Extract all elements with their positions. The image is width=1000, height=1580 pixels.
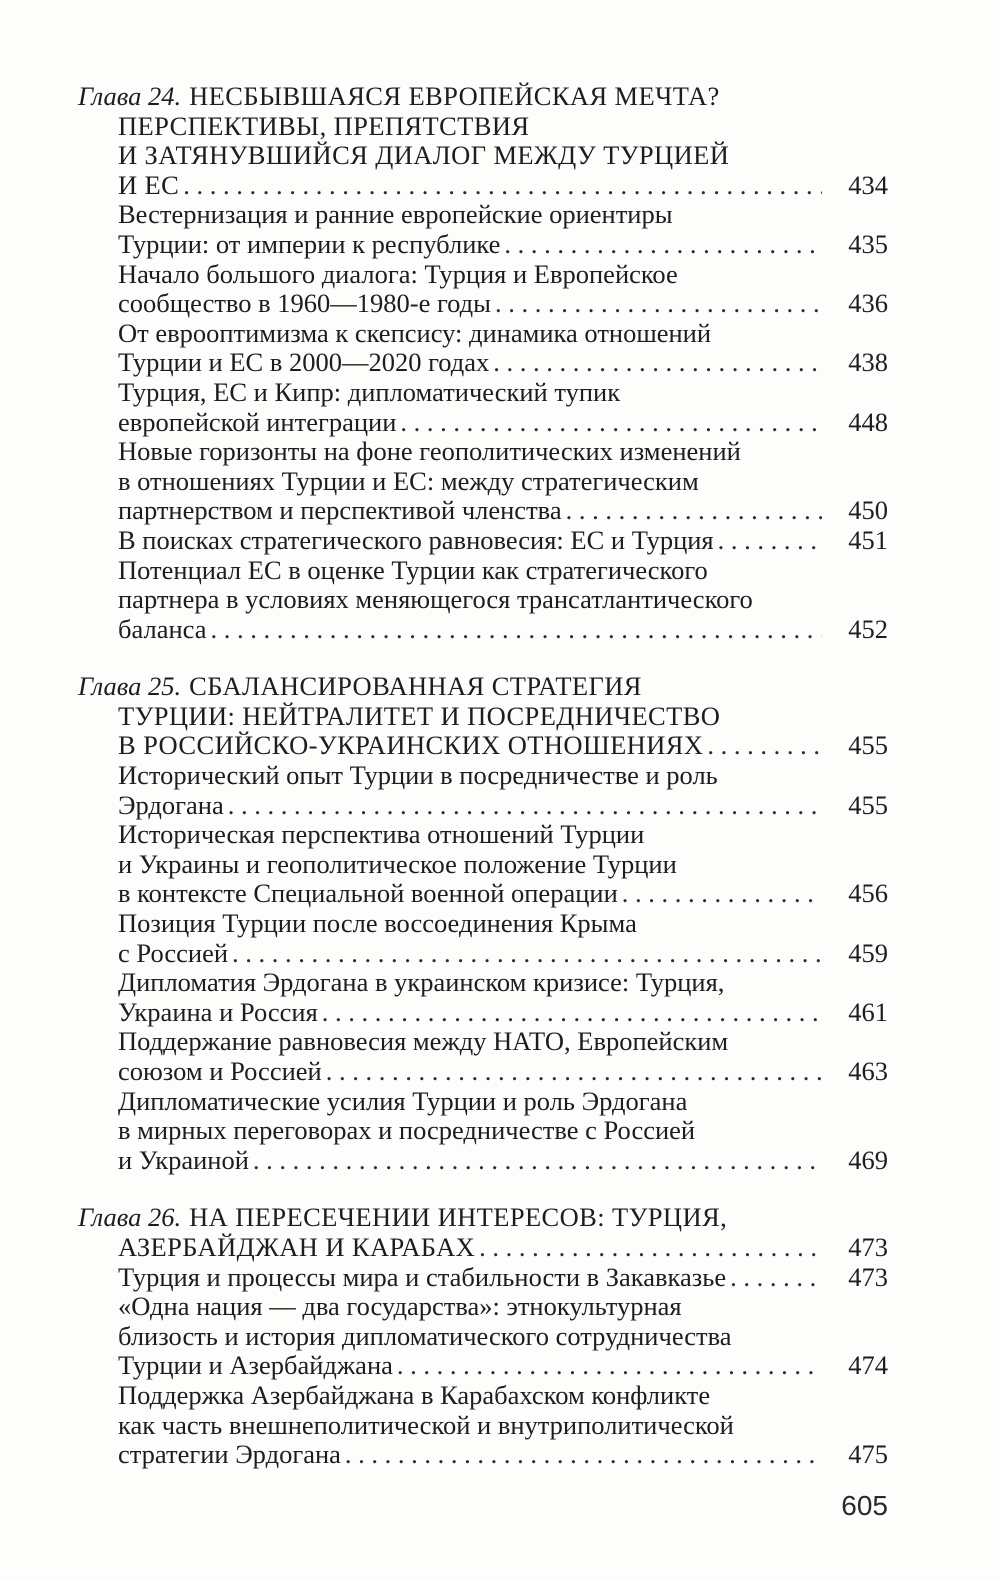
chapter-title-text: В РОССИЙСКО-УКРАИНСКИХ ОТНОШЕНИЯХ <box>118 730 704 761</box>
leader-dots <box>228 939 822 969</box>
section-line <box>78 761 888 791</box>
section-title-text: Поддержка Азербайджана в Карабахском конфликте <box>118 1379 711 1410</box>
section-title-text: Украина и Россия <box>118 996 318 1027</box>
chapter-number: Глава 25. <box>78 671 182 702</box>
section-line <box>78 1087 888 1117</box>
section-title-text: союзом и Россией <box>118 1056 322 1086</box>
chapter-title-line <box>78 141 888 171</box>
chapter-title-line <box>78 702 888 732</box>
leader-dots <box>224 791 822 821</box>
leader-dots <box>703 731 822 761</box>
section-title-text: В поисках стратегического равновесия: ЕС и Турция <box>118 524 714 555</box>
section-line <box>78 408 888 438</box>
section-title-text: Турции и Азербайджана <box>118 1350 393 1381</box>
section-line <box>78 998 888 1028</box>
section-page-number: 451 <box>848 524 888 555</box>
toc-chapter <box>78 82 888 644</box>
section-page-number: 474 <box>848 1350 888 1381</box>
section-line <box>78 879 888 909</box>
section-title-text: в отношениях Турции и ЕС: между стратегическим <box>118 465 699 496</box>
leader-dots <box>341 1440 822 1470</box>
chapter-title-text: И ЕС <box>118 169 180 200</box>
section-page-number: 475 <box>848 1439 888 1470</box>
section-line <box>78 1116 888 1146</box>
section-page-number: 463 <box>848 1056 888 1086</box>
section-title-text: Поддержание равновесия между НАТО, Европейским <box>118 1026 729 1057</box>
chapter-title-line <box>78 1233 888 1263</box>
section-line <box>78 1322 888 1352</box>
section-title-text: Турция и процессы мира и стабильности в Закавказье <box>118 1261 727 1292</box>
section-line <box>78 1440 888 1470</box>
section-title-text: в контексте Специальной военной операции <box>118 878 618 909</box>
section-line <box>78 230 888 260</box>
leader-dots <box>475 1233 822 1263</box>
section-title-text: Позиция Турции после воссоединения Крыма <box>118 908 637 939</box>
section-page-number: 459 <box>848 937 888 968</box>
section-title-text: стратегии Эрдогана <box>118 1439 341 1470</box>
chapter-title-text: СБАЛАНСИРОВАННАЯ СТРАТЕГИЯ <box>189 671 642 702</box>
section-line <box>78 556 888 586</box>
section-title-text: Турция, ЕС и Кипр: дипломатический тупик <box>118 376 621 407</box>
section-line <box>78 437 888 467</box>
leader-dots <box>618 879 822 909</box>
chapter-title-text: И ЗАТЯНУВШИЙСЯ ДИАЛОГ МЕЖДУ ТУРЦИЕЙ <box>118 140 730 171</box>
leader-dots <box>562 496 822 526</box>
section-page-number: 452 <box>848 613 888 644</box>
section-line <box>78 467 888 497</box>
section-line <box>78 1027 888 1057</box>
toc-chapter <box>78 1203 888 1469</box>
section-title-text: и Украиной <box>118 1144 249 1175</box>
section-title-text: Турции: от империи к республике <box>118 228 501 259</box>
section-line <box>78 1411 888 1441</box>
section-line <box>78 1292 888 1322</box>
section-title-text: близость и история дипломатического сотрудничества <box>118 1320 732 1351</box>
leader-dots <box>396 408 822 438</box>
section-line <box>78 968 888 998</box>
leader-dots <box>491 289 822 319</box>
section-title-text: как часть внешнеполитической и внутриполитической <box>118 1409 734 1440</box>
chapter-title-line <box>78 731 888 761</box>
section-page-number: 450 <box>848 495 888 526</box>
section-title-text: партнера в условиях меняющегося трансатлантического <box>118 584 753 615</box>
section-title-text: с Россией <box>118 937 229 968</box>
section-line <box>78 1351 888 1381</box>
section-title-text: баланса <box>118 613 207 644</box>
chapter-title-line <box>78 672 888 702</box>
section-title-text: Вестернизация и ранние европейские ориентиры <box>118 199 673 230</box>
chapter-title-text: ПЕРСПЕКТИВЫ, ПРЕПЯТСТВИЯ <box>118 110 530 141</box>
section-page-number: 456 <box>848 878 888 909</box>
section-title-text: сообщество в 1960—1980-е годы <box>118 288 491 319</box>
section-line <box>78 526 888 556</box>
section-line <box>78 850 888 880</box>
section-title-text: От еврооптимизма к скепсису: динамика отношений <box>118 317 712 348</box>
section-line <box>78 909 888 939</box>
section-line <box>78 585 888 615</box>
section-line <box>78 348 888 378</box>
chapter-title-line <box>78 82 888 112</box>
section-title-text: и Украины и геополитическое положение Турции <box>118 848 677 879</box>
chapter-title-text: НЕСБЫВШАЯСЯ ЕВРОПЕЙСКАЯ МЕЧТА? <box>189 81 720 111</box>
section-page-number: 461 <box>848 996 888 1027</box>
leader-dots <box>393 1351 822 1381</box>
chapter-title-line <box>78 1203 888 1233</box>
chapter-title-text: НА ПЕРЕСЕЧЕНИИ ИНТЕРЕСОВ: ТУРЦИЯ, <box>189 1202 728 1233</box>
section-line <box>78 378 888 408</box>
chapter-title-text: АЗЕРБАЙДЖАН И КАРАБАХ <box>118 1231 476 1262</box>
section-title-text: Историческая перспектива отношений Турции <box>118 819 645 850</box>
section-line <box>78 791 888 821</box>
section-line <box>78 820 888 850</box>
section-line <box>78 260 888 290</box>
chapter-title-text: ТУРЦИИ: НЕЙТРАЛИТЕТ И ПОСРЕДНИЧЕСТВО <box>118 700 721 731</box>
page-number: 605 <box>841 1490 888 1521</box>
section-page-number: 448 <box>848 406 888 437</box>
leader-dots <box>726 1263 822 1293</box>
section-page-number: 469 <box>848 1144 888 1175</box>
section-line <box>78 1057 888 1087</box>
chapter-page-number: 455 <box>848 730 888 761</box>
chapter-page-number: 434 <box>848 169 888 200</box>
section-page-number: 473 <box>848 1261 888 1292</box>
section-line <box>78 319 888 349</box>
table-of-contents <box>78 82 888 1470</box>
chapter-number: Глава 26. <box>78 1202 182 1233</box>
section-line <box>78 1263 888 1293</box>
chapter-title-line <box>78 112 888 142</box>
section-title-text: Дипломатия Эрдогана в украинском кризисе: Турция, <box>118 967 725 998</box>
section-title-text: Исторический опыт Турции в посредничестве и роль <box>118 760 718 791</box>
section-line <box>78 615 888 645</box>
section-title-text: Дипломатические усилия Турции и роль Эрдогана <box>118 1085 688 1116</box>
leader-dots <box>318 998 822 1028</box>
leader-dots <box>207 615 823 645</box>
section-title-text: Начало большого диалога: Турция и Европейское <box>118 258 678 289</box>
leader-dots <box>714 526 822 556</box>
section-title-text: «Одна нация — два государства»: этнокультурная <box>118 1291 682 1322</box>
leader-dots <box>322 1057 822 1087</box>
section-line <box>78 1146 888 1176</box>
section-title-text: Потенциал ЕС в оценке Турции как стратегического <box>118 554 708 585</box>
chapter-number: Глава 24. <box>78 81 182 111</box>
chapter-page-number: 473 <box>848 1231 888 1262</box>
leader-dots <box>179 171 822 201</box>
section-line <box>78 289 888 319</box>
section-page-number: 455 <box>848 789 888 820</box>
leader-dots <box>489 348 822 378</box>
section-line <box>78 496 888 526</box>
section-page-number: 436 <box>848 288 888 319</box>
section-page-number: 438 <box>848 347 888 378</box>
leader-dots <box>249 1146 822 1176</box>
section-title-text: партнерством и перспективой членства <box>118 495 562 526</box>
toc-chapter <box>78 672 888 1175</box>
section-title-text: в мирных переговорах и посредничестве с Россией <box>118 1115 696 1146</box>
section-title-text: Эрдогана <box>118 789 224 820</box>
section-line <box>78 200 888 230</box>
section-title-text: Турции и ЕС в 2000—2020 годах <box>118 347 490 378</box>
leader-dots <box>500 230 822 260</box>
section-title-text: Новые горизонты на фоне геополитических изменений <box>118 436 741 467</box>
section-page-number: 435 <box>848 228 888 259</box>
section-title-text: европейской интеграции <box>118 406 397 437</box>
section-line <box>78 939 888 969</box>
section-line <box>78 1381 888 1411</box>
chapter-title-line <box>78 171 888 201</box>
